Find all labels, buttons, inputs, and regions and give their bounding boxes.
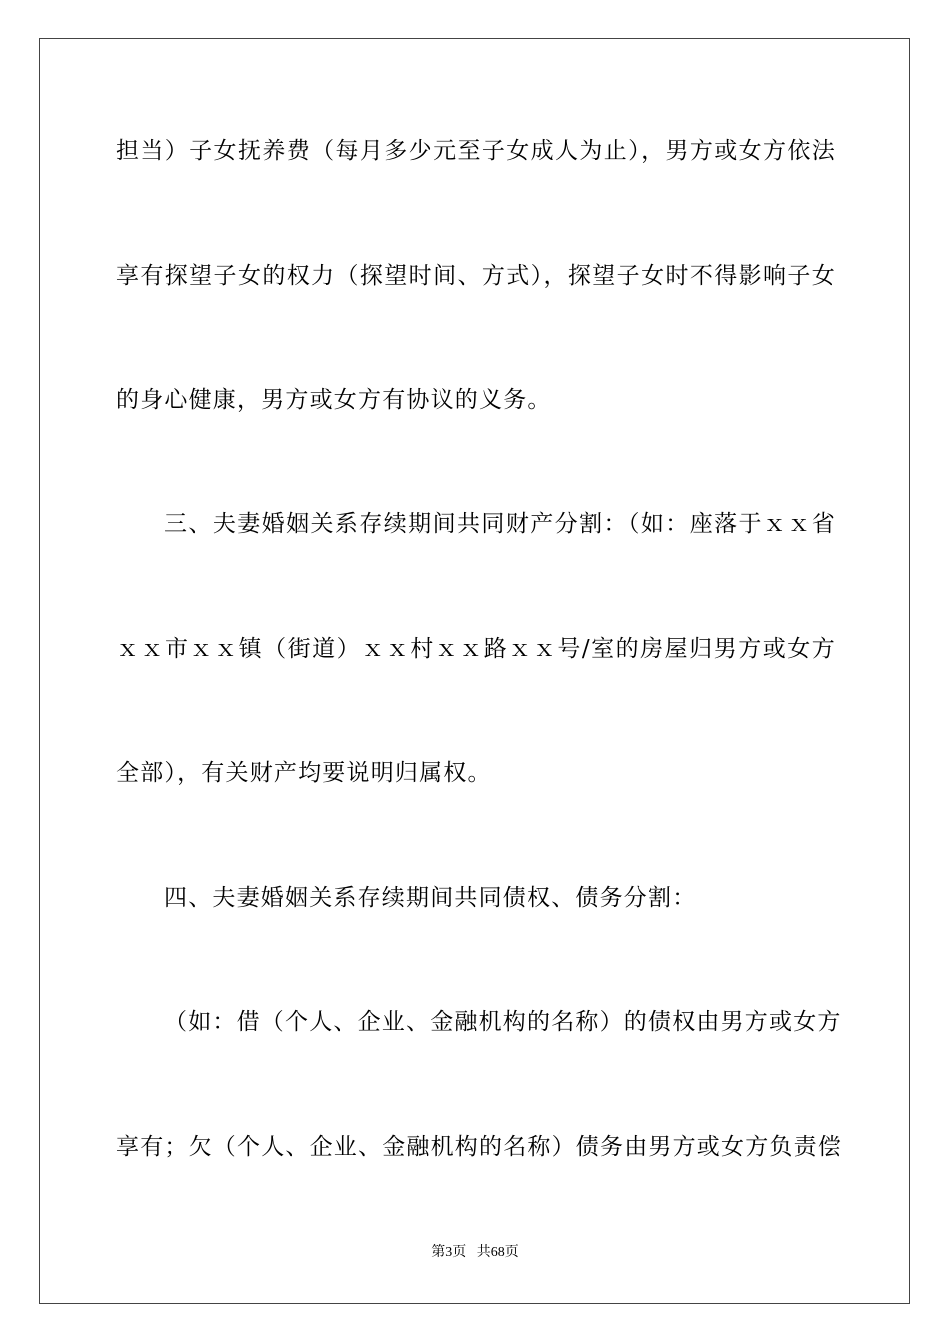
page-total: 共68页	[476, 1245, 519, 1260]
body-line-4: 三、夫妻婚姻关系存续期间共同财产分割：（如：座落于ｘｘ省	[164, 511, 836, 537]
body-line-1: 担当）子女抚养费（每月多少元至子女成人为止），男方或女方依法	[116, 138, 836, 164]
body-line-3: 的身心健康，男方或女方有协议的义务。	[116, 387, 552, 413]
body-line-2: 享有探望子女的权力（探望时间、方式），探望子女时不得影响子女	[116, 263, 836, 289]
body-line-7: 四、夫妻婚姻关系存续期间共同债权、债务分割：	[164, 885, 697, 911]
body-line-8: （如：借（个人、企业、金融机构的名称）的债权由男方或女方	[164, 1009, 842, 1035]
body-line-6: 全部），有关财产均要说明归属权。	[116, 760, 492, 786]
page-number: 第3页	[431, 1245, 467, 1260]
page-border	[39, 38, 910, 1304]
body-line-9: 享有；欠（个人、企业、金融机构的名称）债务由男方或女方负责偿	[116, 1134, 842, 1160]
body-line-5: ｘｘ市ｘｘ镇（街道）ｘｘ村ｘｘ路ｘｘ号/室的房屋归男方或女方	[116, 636, 836, 662]
page-footer	[0, 1244, 950, 1262]
